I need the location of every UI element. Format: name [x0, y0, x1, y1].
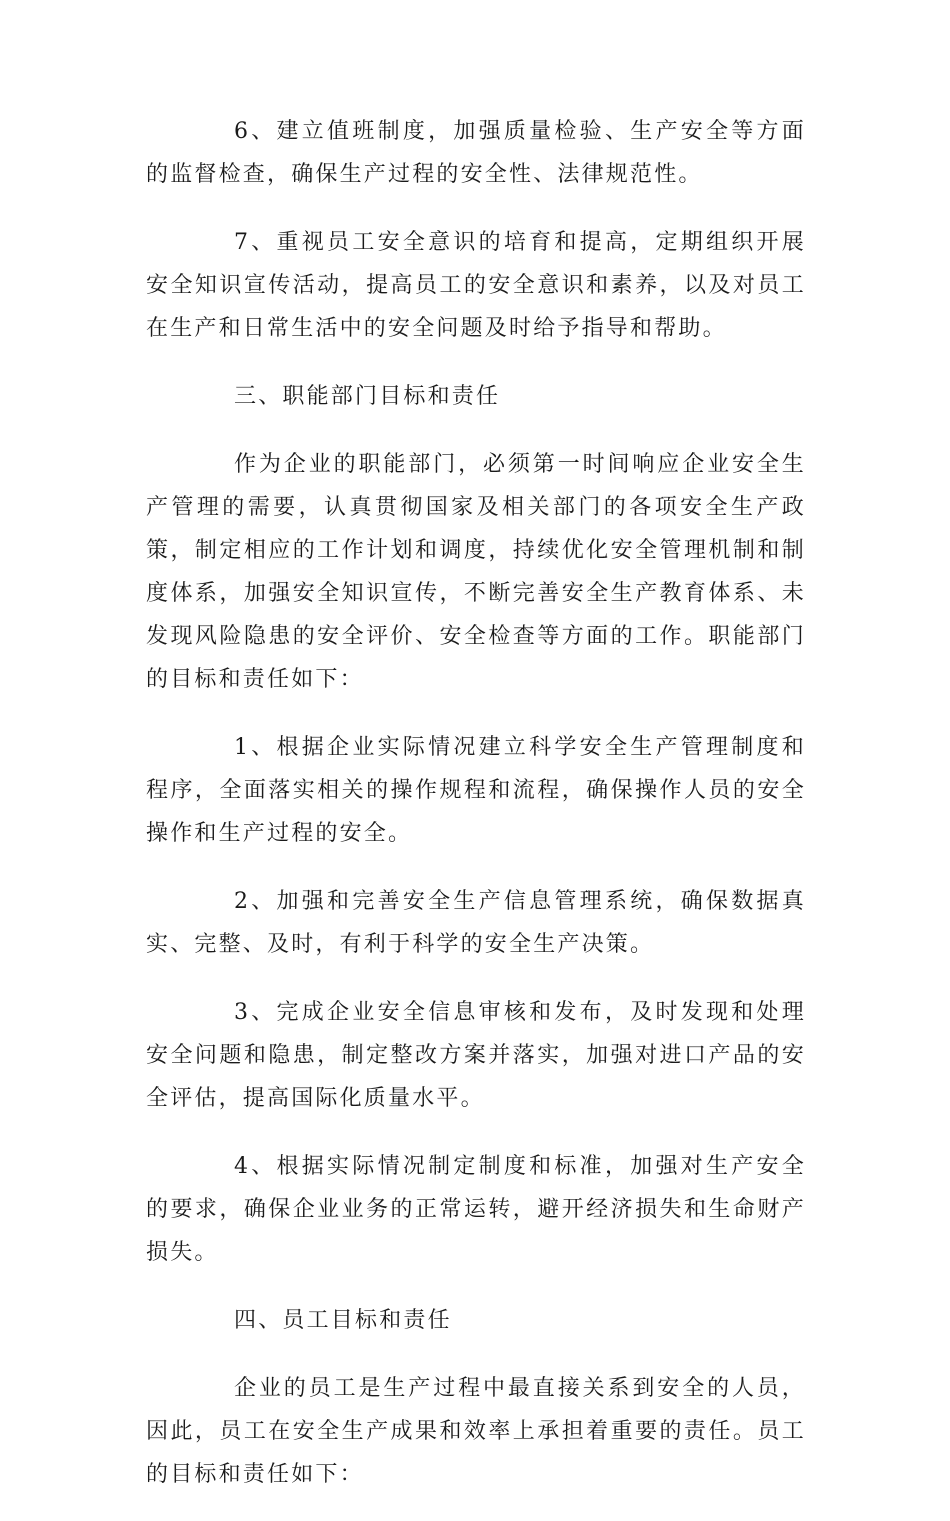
- paragraph-item-1: 1、根据企业实际情况建立科学安全生产管理制度和程序，全面落实相关的操作规程和流程，确保操作人员的安全操作和生产过程的安全。: [146, 735, 806, 846]
- document-body: [146, 110, 806, 1521]
- paragraph-functional-intro: 作为企业的职能部门，必须第一时间响应企业安全生产管理的需要，认真贯彻国家及相关部门的各项安全生产政策，制定相应的工作计划和调度，持续优化安全管理机制和制度体系，加强安全知识宣传，不断完善安全生产教育体系、未发现风险隐患的安全评价、安全检查等方面的工作。职能部门的目标和责任如下：: [146, 452, 806, 692]
- paragraph-employees-intro: 企业的员工是生产过程中最直接关系到安全的人员，因此，员工在安全生产成果和效率上承担着重要的责任。员工的目标和责任如下：: [146, 1376, 806, 1487]
- paragraph-item-7: 7、重视员工安全意识的培育和提高，定期组织开展安全知识宣传活动，提高员工的安全意识和素养，以及对员工在生产和日常生活中的安全问题及时给予指导和帮助。: [146, 230, 806, 341]
- paragraph-item-2: 2、加强和完善安全生产信息管理系统，确保数据真实、完整、及时，有利于科学的安全生产决策。: [146, 889, 806, 957]
- paragraph-item-6: 6、建立值班制度，加强质量检验、生产安全等方面的监督检查，确保生产过程的安全性、法律规范性。: [146, 119, 806, 187]
- section-heading-employees: 四、员工目标和责任: [234, 1308, 452, 1333]
- paragraph-item-3: 3、完成企业安全信息审核和发布，及时发现和处理安全问题和隐患，制定整改方案并落实，加强对进口产品的安全评估，提高国际化质量水平。: [146, 1000, 806, 1111]
- paragraph-item-4: 4、根据实际情况制定制度和标准，加强对生产安全的要求，确保企业业务的正常运转，避开经济损失和生命财产损失。: [146, 1154, 806, 1265]
- section-heading-functional-departments: 三、职能部门目标和责任: [234, 384, 501, 409]
